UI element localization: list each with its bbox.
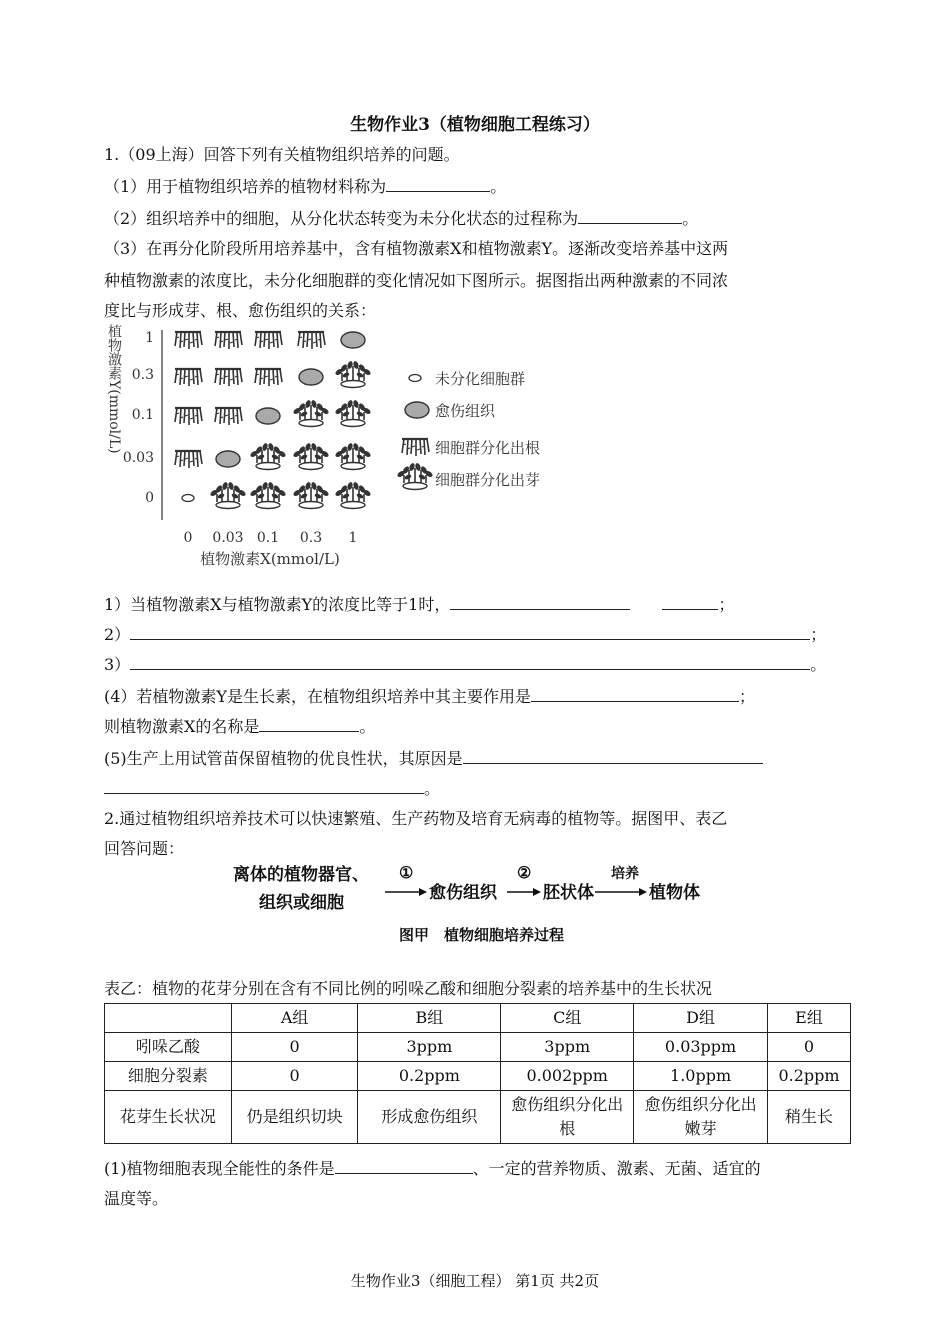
x-tick-label: 0.3 [299,530,323,546]
x-tick-label: 0.03 [212,530,244,546]
answer-blank[interactable] [104,779,424,794]
root-mark [215,369,242,386]
shoot-mark [292,481,329,508]
table-row [105,1091,851,1144]
q2-stem-line2: 回答问题： [104,839,185,858]
root-mark [175,408,202,425]
q1-part5-cont: 。 [104,778,440,800]
table-cell: 愈伤组织分化出嫩芽 [634,1091,768,1144]
table-cell: 0.2ppm [768,1062,851,1091]
table-cell: 0.2ppm [358,1062,501,1091]
callus-mark [341,332,365,348]
answer-blank[interactable] [450,595,630,610]
x-axis-label: 植物激素X(mmol/L) [200,550,340,568]
q2-part1: (1)植物细胞表现全能性的条件是 、一定的营养物质、激素、无菌、适宜的 [104,1159,761,1178]
root-mark [215,332,242,349]
table-cell: 花芽生长状况 [105,1091,232,1144]
table-row [105,1033,851,1062]
root-mark [255,369,282,386]
q1-stem: 1.（09上海）回答下列有关植物组织培养的问题。 [104,145,460,164]
table-header-row [105,1004,851,1033]
table-cell: 0.002ppm [501,1062,634,1091]
undifferentiated-mark [182,495,194,502]
figure-caption: 图甲 植物细胞培养过程 [399,926,565,944]
answer-blank[interactable] [130,655,810,670]
table-header-cell: C组 [501,1004,634,1033]
legend-root-icon [402,439,429,456]
flow-step1-label: ① [399,863,414,882]
chart-marks [175,332,372,509]
y-tick-label: 0.03 [122,450,154,466]
legend-label: 未分化细胞群 [435,370,526,388]
table-header-cell [105,1004,232,1033]
y-tick-label: 0.1 [131,407,154,423]
table-cell: 3ppm [501,1033,634,1062]
growth-table [104,1003,851,1144]
root-mark [175,369,202,386]
table-header-cell: E组 [768,1004,851,1033]
table-cell: 0 [768,1033,851,1062]
y-tick-label: 0 [145,490,154,506]
callus-mark [216,451,240,467]
q1-part4b: 则植物激素X的名称是 。 [104,717,376,736]
answer-blank[interactable] [335,1159,473,1174]
answer-blank[interactable] [386,177,490,192]
y-tick-label: 1 [145,330,154,346]
flow-callus: 愈伤组织 [429,883,497,903]
page-footer: 生物作业3（细胞工程） 第1页 共2页 [350,1272,600,1290]
table-cell: 吲哚乙酸 [105,1033,232,1062]
q1-part4: (4）若植物激素Y是生长素，在植物组织培养中其主要作用是 ； [104,687,756,706]
q1-part3-line1: （3）在再分化阶段所用培养基中，含有植物激素X和植物激素Y。逐渐改变培养基中这两 [104,239,729,258]
flow-culture-label: 培养 [611,866,639,882]
arrowhead-icon [419,888,427,896]
legend-label: 愈伤组织 [435,402,496,420]
table-header-cell: B组 [358,1004,501,1033]
table-cell: 愈伤组织分化出根 [501,1091,634,1144]
answer-blank[interactable] [578,209,682,224]
legend-label: 细胞群分化出根 [435,439,541,457]
table-cell: 3ppm [358,1033,501,1062]
y-tick-label: 0.3 [131,367,154,383]
shoot-mark [209,481,246,508]
table-cell: 0 [231,1033,358,1062]
q1-part3-line2: 种植物激素的浓度比，未分化细胞群的变化情况如下图所示。据图指出两种激素的不同浓 [104,271,729,290]
root-mark [298,332,325,349]
q1-part2: （2）组织培养中的细胞，从分化状态转变为未分化状态的过程称为 。 [104,209,699,228]
table-cell: 形成愈伤组织 [358,1091,501,1144]
flow-source-line2: 组织或细胞 [259,893,344,913]
callus-mark [256,408,280,424]
x-tick-label: 0 [183,530,193,546]
shoot-mark [334,442,371,469]
callus-mark [299,369,323,385]
x-tick-label: 0.1 [256,530,280,546]
root-mark [255,332,282,349]
hormone-ratio-chart [100,322,580,572]
table-cell: 细胞分裂素 [105,1062,232,1091]
flow-plant: 植物体 [649,883,700,903]
root-mark [175,451,202,468]
q1-part5: (5)生产上用试管苗保留植物的优良性状，其原因是 [104,748,763,770]
q1-part3-line3: 度比与形成芽、根、愈伤组织的关系： [104,301,377,320]
shoot-mark [334,360,371,387]
q1-answer1: 1）当植物激素X与植物激素Y的浓度比等于1时， ； [104,595,735,614]
x-tick-label: 1 [348,530,358,546]
q2-stem-line1: 2.通过植物组织培养技术可以快速繁殖、生产药物及培育无病毒的植物等。据图甲、表乙 [104,809,728,828]
answer-blank[interactable] [531,687,739,702]
table-cell: 0 [231,1062,358,1091]
shoot-mark [249,481,286,508]
arrowhead-icon [533,888,541,896]
answer-blank[interactable] [463,749,763,764]
shoot-mark [292,442,329,469]
answer-blank[interactable] [662,595,718,610]
root-mark [215,408,242,425]
table-header-cell: A组 [231,1004,358,1033]
shoot-mark [249,442,286,469]
legend-callus-icon [405,402,429,418]
table-header-cell: D组 [634,1004,768,1033]
q1-part1: （1）用于植物组织培养的植物材料称为 。 [104,177,507,196]
answer-blank[interactable] [130,625,810,640]
shoot-mark [292,399,329,426]
table-cell: 稍生长 [768,1091,851,1144]
legend-undifferentiated-icon [409,375,421,382]
legend-label: 细胞群分化出芽 [435,471,541,489]
table-row [105,1062,851,1091]
table-cell: 仍是组织切块 [231,1091,358,1144]
q1-answer2: 2） ； [104,625,827,644]
q2-part1-cont: 温度等。 [104,1189,169,1208]
table-cell: 0.03ppm [634,1033,768,1062]
legend-shoot-icon [396,462,433,489]
answer-blank[interactable] [259,717,359,732]
legend [396,370,540,490]
page-title: 生物作业3（植物细胞工程练习） [350,115,600,135]
y-axis-label: 植物激素Y(mmol/L) [106,324,122,454]
q1-answer3: 3） 。 [104,655,827,674]
culture-flow-diagram [225,858,725,953]
shoot-mark [334,481,371,508]
table-caption: 表乙：植物的花芽分别在含有不同比例的吲哚乙酸和细胞分裂素的培养基中的生长状况 [104,979,713,998]
flow-source-line1: 离体的植物器官、 [233,865,369,885]
table-cell: 1.0ppm [634,1062,768,1091]
flow-step2-label: ② [517,863,532,882]
root-mark [175,332,202,349]
arrowhead-icon [639,888,647,896]
shoot-mark [334,399,371,426]
flow-embryoid: 胚状体 [543,883,594,903]
